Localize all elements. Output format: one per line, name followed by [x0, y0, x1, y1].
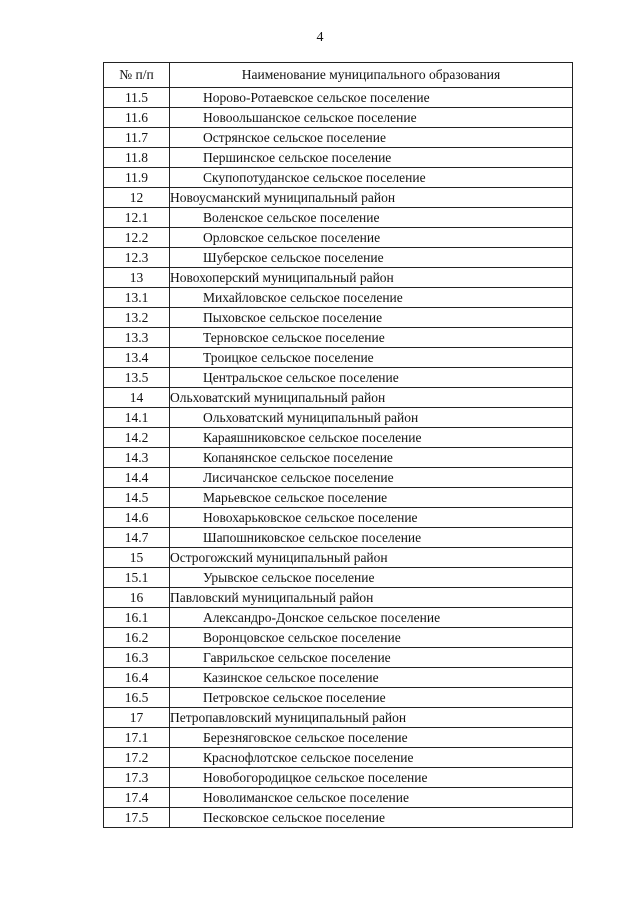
table-row — [104, 728, 573, 748]
settlement-name-cell: Шапошниковское сельское поселение — [170, 528, 573, 548]
table-row — [104, 308, 573, 328]
settlement-name-cell: Орловское сельское поселение — [170, 228, 573, 248]
row-number-cell: 16.2 — [104, 628, 170, 648]
row-number-cell: 14.7 — [104, 528, 170, 548]
row-number-cell: 16.1 — [104, 608, 170, 628]
row-number-cell: 11.9 — [104, 168, 170, 188]
table-row — [104, 408, 573, 428]
table-row — [104, 508, 573, 528]
settlement-name-cell: Норово-Ротаевское сельское поселение — [170, 88, 573, 108]
table-body — [104, 88, 573, 828]
table-row — [104, 188, 573, 208]
table-row — [104, 708, 573, 728]
row-number-cell: 12 — [104, 188, 170, 208]
municipalities-table — [103, 62, 573, 828]
row-number-cell: 13 — [104, 268, 170, 288]
table-row — [104, 448, 573, 468]
settlement-name-cell: Острянское сельское поселение — [170, 128, 573, 148]
row-number-cell: 16.4 — [104, 668, 170, 688]
table-row — [104, 788, 573, 808]
settlement-name-cell: Новобогородицкое сельское поселение — [170, 768, 573, 788]
table-row — [104, 468, 573, 488]
row-number-cell: 13.1 — [104, 288, 170, 308]
page-number: 4 — [316, 30, 324, 45]
district-name-cell: Острогожский муниципальный район — [170, 548, 573, 568]
settlement-name-cell: Лисичанское сельское поселение — [170, 468, 573, 488]
row-number-cell: 14.4 — [104, 468, 170, 488]
settlement-name-cell: Ольховатский муниципальный район — [170, 408, 573, 428]
row-number-cell: 14.3 — [104, 448, 170, 468]
table-row — [104, 808, 573, 828]
table-row — [104, 388, 573, 408]
row-number-cell: 17.4 — [104, 788, 170, 808]
row-number-cell: 16.5 — [104, 688, 170, 708]
table-row — [104, 748, 573, 768]
row-number-cell: 11.7 — [104, 128, 170, 148]
table-row — [104, 768, 573, 788]
district-name-cell: Петропавловский муниципальный район — [170, 708, 573, 728]
settlement-name-cell: Воленское сельское поселение — [170, 208, 573, 228]
row-number-cell: 14.6 — [104, 508, 170, 528]
settlement-name-cell: Новолиманское сельское поселение — [170, 788, 573, 808]
settlement-name-cell: Пыховское сельское поселение — [170, 308, 573, 328]
table-header — [104, 63, 573, 88]
settlement-name-cell: Центральское сельское поселение — [170, 368, 573, 388]
table-row — [104, 488, 573, 508]
district-name-cell: Павловский муниципальный район — [170, 588, 573, 608]
settlement-name-cell: Воронцовское сельское поселение — [170, 628, 573, 648]
table-row — [104, 108, 573, 128]
settlement-name-cell: Троицкое сельское поселение — [170, 348, 573, 368]
settlement-name-cell: Краснофлотское сельское поселение — [170, 748, 573, 768]
row-number-cell: 17 — [104, 708, 170, 728]
row-number-cell: 14 — [104, 388, 170, 408]
settlement-name-cell: Шуберское сельское поселение — [170, 248, 573, 268]
table-row — [104, 568, 573, 588]
row-number-cell: 11.5 — [104, 88, 170, 108]
row-number-cell: 14.2 — [104, 428, 170, 448]
table-row — [104, 228, 573, 248]
row-number-cell: 17.3 — [104, 768, 170, 788]
row-number-cell: 11.8 — [104, 148, 170, 168]
table-row — [104, 428, 573, 448]
table-row — [104, 148, 573, 168]
row-number-cell: 14.5 — [104, 488, 170, 508]
settlement-name-cell: Петровское сельское поселение — [170, 688, 573, 708]
table-row — [104, 548, 573, 568]
table-row — [104, 288, 573, 308]
row-number-cell: 14.1 — [104, 408, 170, 428]
district-name-cell: Новохоперский муниципальный район — [170, 268, 573, 288]
settlement-name-cell: Гаврильское сельское поселение — [170, 648, 573, 668]
table-row — [104, 648, 573, 668]
table-row — [104, 368, 573, 388]
settlement-name-cell: Песковское сельское поселение — [170, 808, 573, 828]
table-row — [104, 588, 573, 608]
settlement-name-cell: Скупопотуданское сельское поселение — [170, 168, 573, 188]
settlement-name-cell: Казинское сельское поселение — [170, 668, 573, 688]
settlement-name-cell: Новохарьковское сельское поселение — [170, 508, 573, 528]
settlement-name-cell: Урывское сельское поселение — [170, 568, 573, 588]
district-name-cell: Ольховатский муниципальный район — [170, 388, 573, 408]
row-number-cell: 13.5 — [104, 368, 170, 388]
settlement-name-cell: Копанянское сельское поселение — [170, 448, 573, 468]
table-row — [104, 168, 573, 188]
header-row — [104, 63, 573, 88]
table-row — [104, 128, 573, 148]
settlement-name-cell: Березняговское сельское поселение — [170, 728, 573, 748]
settlement-name-cell: Першинское сельское поселение — [170, 148, 573, 168]
row-number-cell: 13.2 — [104, 308, 170, 328]
row-number-cell: 13.4 — [104, 348, 170, 368]
column-header-name: Наименование муниципального образования — [170, 63, 573, 88]
table-row — [104, 628, 573, 648]
table-row — [104, 528, 573, 548]
row-number-cell: 17.1 — [104, 728, 170, 748]
row-number-cell: 12.3 — [104, 248, 170, 268]
settlement-name-cell: Терновское сельское поселение — [170, 328, 573, 348]
district-name-cell: Новоусманский муниципальный район — [170, 188, 573, 208]
settlement-name-cell: Михайловское сельское поселение — [170, 288, 573, 308]
table-row — [104, 208, 573, 228]
row-number-cell: 15.1 — [104, 568, 170, 588]
row-number-cell: 16 — [104, 588, 170, 608]
row-number-cell: 11.6 — [104, 108, 170, 128]
table-row — [104, 608, 573, 628]
table-row — [104, 348, 573, 368]
row-number-cell: 15 — [104, 548, 170, 568]
row-number-cell: 13.3 — [104, 328, 170, 348]
column-header-number: № п/п — [104, 63, 170, 88]
row-number-cell: 17.2 — [104, 748, 170, 768]
row-number-cell: 16.3 — [104, 648, 170, 668]
table-row — [104, 688, 573, 708]
settlement-name-cell: Александро-Донское сельское поселение — [170, 608, 573, 628]
table-row — [104, 268, 573, 288]
row-number-cell: 12.1 — [104, 208, 170, 228]
table-row — [104, 248, 573, 268]
table-row — [104, 668, 573, 688]
row-number-cell: 17.5 — [104, 808, 170, 828]
settlement-name-cell: Караяшниковское сельское поселение — [170, 428, 573, 448]
settlement-name-cell: Новоольшанское сельское поселение — [170, 108, 573, 128]
row-number-cell: 12.2 — [104, 228, 170, 248]
table-row — [104, 328, 573, 348]
table-row — [104, 88, 573, 108]
settlement-name-cell: Марьевское сельское поселение — [170, 488, 573, 508]
